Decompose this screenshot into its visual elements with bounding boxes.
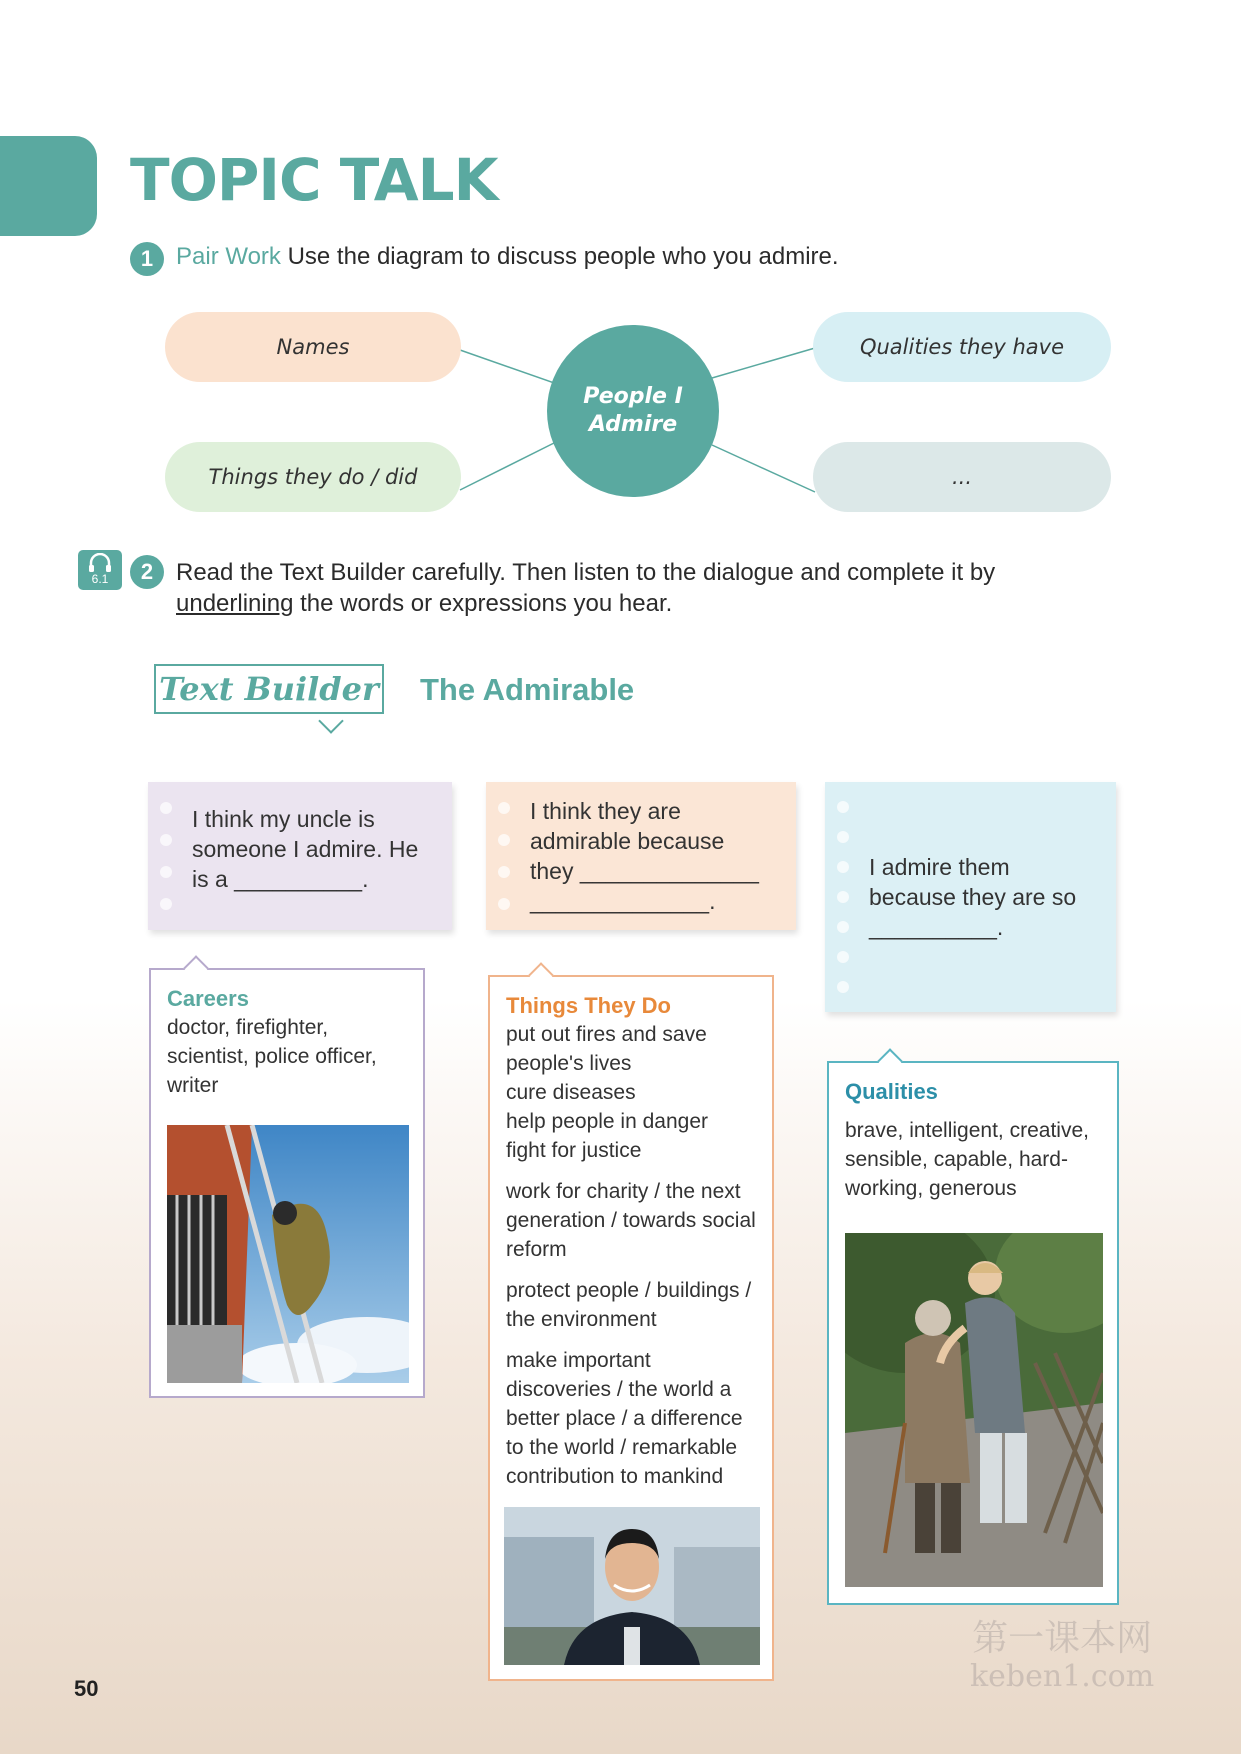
watermark-line-1: 第一课本网: [972, 1618, 1153, 1659]
diagram-center: [547, 325, 719, 497]
center-line-1: People I: [583, 384, 683, 409]
task-number-badge-2: 2: [130, 555, 164, 589]
center-line-2: Admire: [588, 412, 678, 437]
qualities-card: [827, 1061, 1119, 1605]
connector-more: [712, 445, 815, 492]
connector-things: [460, 440, 560, 490]
helping-elderly-photo: [845, 1233, 1103, 1587]
task2-line2: the words or expressions you hear.: [293, 590, 673, 617]
task-number-badge: 1: [130, 242, 164, 276]
pair-work-label: Pair Work: [176, 243, 281, 270]
text-builder-label: Text Builder: [154, 664, 384, 714]
connector-names: [460, 350, 560, 385]
task2-instruction: [176, 557, 1076, 619]
note-text-1: I think my uncle is someone I admire. He is a __________.: [192, 806, 419, 892]
watermark-line-2: keben1.com: [970, 1659, 1155, 1694]
careers-card: [149, 968, 425, 1398]
firefighter-photo: [167, 1125, 409, 1383]
note-text-3: I admire them because they are so __________.: [869, 854, 1077, 940]
headphones-icon: [87, 553, 113, 573]
connector-qualities: [712, 348, 815, 378]
page-number: 50: [74, 1676, 99, 1701]
note-orange: [486, 782, 796, 930]
note-purple: [148, 782, 452, 930]
task1-text: Use the diagram to discuss people who you admire.: [280, 243, 839, 270]
things-paragraph-4: make important discoveries / the world a better place / a difference to the world / remarkable contribution to mankind: [506, 1349, 743, 1488]
helping-elderly-image: [845, 1233, 1103, 1587]
note-blue: [825, 782, 1116, 1012]
text-builder-subtitle: The Admirable: [420, 672, 635, 707]
note-text-2: I think they are admirable because they ______________ ______________.: [530, 798, 759, 914]
qualities-body: brave, intelligent, creative, sensible, capable, hard-working, generous: [845, 1119, 1089, 1200]
things-paragraph-3: protect people / buildings / the environment: [506, 1279, 752, 1331]
diagram-node-more: ...: [813, 442, 1111, 512]
things-heading: Things They Do: [506, 993, 671, 1018]
watermark: [970, 1620, 1154, 1696]
audio-track-label: 6.1: [91, 572, 109, 586]
things-paragraph-2: work for charity / the next generation / towards social reform: [506, 1180, 756, 1261]
qualities-heading: Qualities: [845, 1079, 938, 1104]
firefighter-image: [167, 1125, 409, 1383]
things-paragraph-1: put out fires and save people's lives cure diseases help people in danger fight for justice: [506, 1023, 709, 1162]
diagram-node-qualities: Qualities they have: [813, 312, 1111, 382]
police-officer-photo: [504, 1507, 760, 1665]
things-card: [488, 975, 774, 1681]
underlined-word: underlining: [176, 590, 294, 617]
task2-line1: Read the Text Builder carefully. Then listen to the dialogue and complete it by: [176, 559, 996, 586]
diagram-node-things: Things they do / did: [165, 442, 461, 512]
page-title: TOPIC TALK: [130, 146, 498, 214]
police-officer-image: [504, 1507, 760, 1665]
audio-track-icon[interactable]: [78, 550, 122, 590]
careers-body: doctor, firefighter, scientist, police officer, writer: [167, 1016, 377, 1097]
careers-heading: Careers: [167, 986, 249, 1011]
diagram-node-names: Names: [165, 312, 461, 382]
